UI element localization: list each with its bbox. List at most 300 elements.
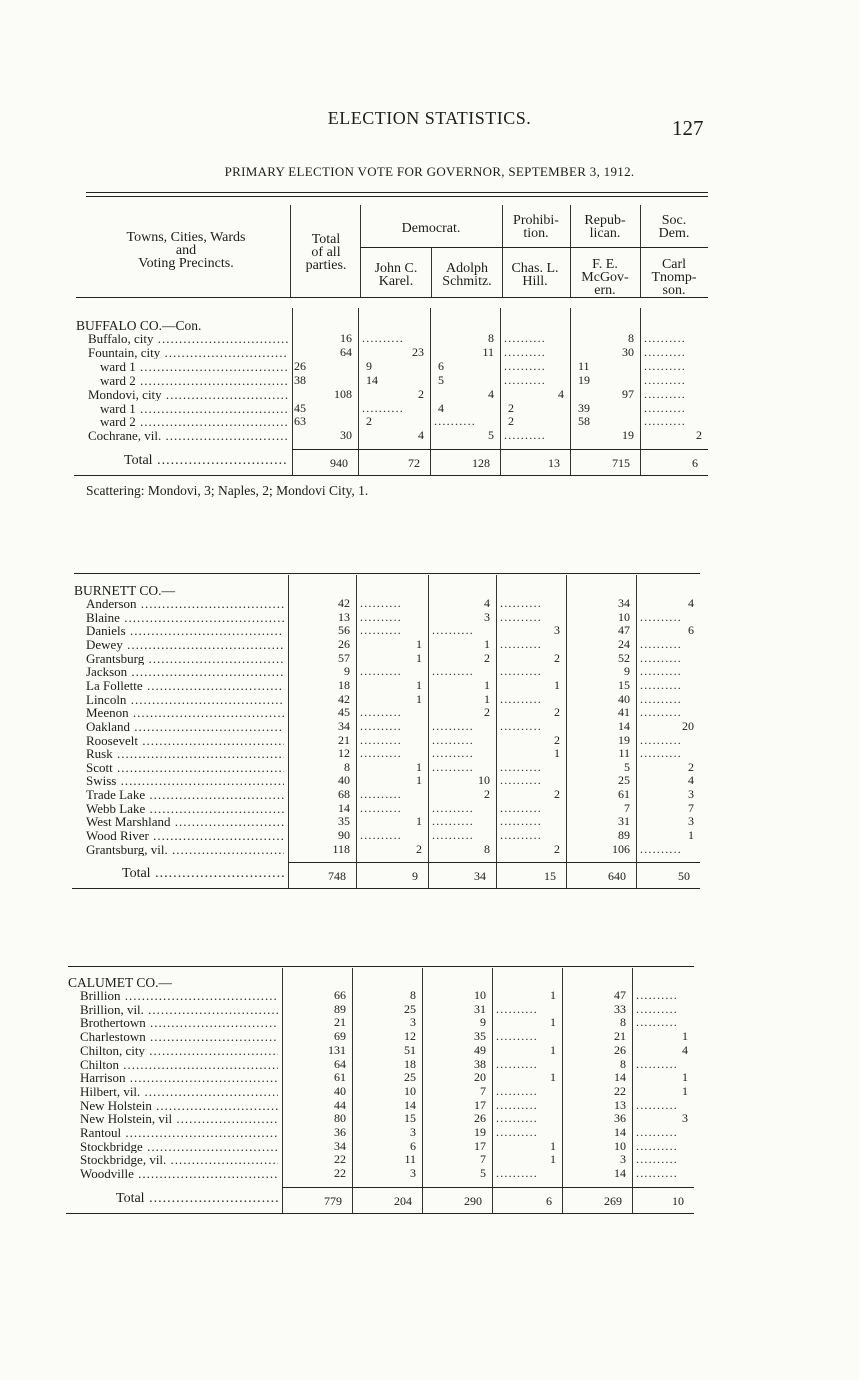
row-name: New Holstein, vil ..... bbox=[80, 1112, 278, 1126]
cell-hill-leader: .......... bbox=[496, 1126, 538, 1139]
section-0-total-thompson: 6 bbox=[692, 456, 698, 471]
cell-hill-leader: .......... bbox=[500, 815, 542, 829]
section-2-total-label: Total ..... bbox=[116, 1191, 278, 1207]
cell-karel: 1 bbox=[416, 759, 422, 774]
cell-hill-leader: .......... bbox=[500, 801, 542, 815]
table-row bbox=[0, 747, 859, 761]
cell-thompson-leader: .......... bbox=[644, 373, 686, 387]
cell-karel-leader: .......... bbox=[360, 788, 402, 802]
cell-mcgovern: 89 bbox=[618, 828, 630, 843]
cell-mcgovern: 19 bbox=[578, 372, 590, 387]
table-row bbox=[0, 788, 859, 802]
cell-thompson-leader: .......... bbox=[640, 665, 682, 679]
cell-thompson-leader: .......... bbox=[644, 332, 686, 345]
cell-hill: 2 bbox=[554, 732, 560, 747]
cell-hill: 2 bbox=[554, 705, 560, 720]
row-name: Brillion ..... bbox=[80, 989, 278, 1003]
row-name: Trade Lake ..... bbox=[86, 788, 284, 802]
cell-hill-leader: .......... bbox=[500, 774, 542, 788]
cell-thompson-leader: .......... bbox=[644, 415, 686, 429]
cell-thompson-leader: .......... bbox=[644, 359, 686, 373]
table-subtitle: PRIMARY ELECTION VOTE FOR GOVERNOR, SEPTEMBER 3, 1912. bbox=[224, 164, 635, 179]
cell-hill-leader: .......... bbox=[500, 665, 542, 679]
cell-schmitz: 19 bbox=[474, 1125, 486, 1139]
cell-thompson: 3 bbox=[688, 787, 694, 802]
header-total-line-1: of all bbox=[311, 245, 341, 260]
cell-hill-leader: .......... bbox=[500, 610, 542, 624]
section-1-total-thompson: 50 bbox=[678, 869, 690, 884]
cell-hill: 2 bbox=[554, 650, 560, 665]
table-row bbox=[0, 1003, 859, 1017]
header-socdem-line-0: Soc. bbox=[661, 213, 687, 228]
table-row bbox=[0, 1030, 859, 1044]
table-row bbox=[0, 1085, 859, 1099]
table-row bbox=[0, 734, 859, 748]
cell-karel: 1 bbox=[416, 636, 422, 651]
cell-mcgovern: 25 bbox=[618, 773, 630, 788]
cell-total: 44 bbox=[334, 1097, 346, 1112]
cell-hill: 1 bbox=[550, 1070, 556, 1085]
cell-karel: 25 bbox=[404, 1001, 416, 1016]
cell-total: 89 bbox=[334, 1001, 346, 1016]
cell-karel: 11 bbox=[404, 1152, 416, 1167]
section-top-rule-2 bbox=[68, 966, 694, 967]
cell-karel-leader: .......... bbox=[360, 597, 402, 610]
cell-schmitz: 1 bbox=[484, 636, 490, 651]
cell-mcgovern: 61 bbox=[618, 787, 630, 802]
cell-karel: 14 bbox=[404, 1097, 416, 1112]
table-row bbox=[0, 638, 859, 652]
row-name: Oakland ..... bbox=[86, 720, 284, 734]
cell-total: 35 bbox=[338, 814, 350, 829]
cell-thompson: 3 bbox=[682, 1111, 688, 1126]
cell-schmitz-leader: .......... bbox=[432, 733, 474, 747]
table-row bbox=[0, 1153, 859, 1167]
cell-mcgovern: 10 bbox=[614, 1138, 626, 1153]
cell-mcgovern: 97 bbox=[622, 386, 634, 401]
row-name: Lincoln ..... bbox=[86, 693, 284, 707]
table-row bbox=[0, 1016, 859, 1030]
cell-total: 38 bbox=[294, 372, 306, 387]
row-name: Meenon ..... bbox=[86, 706, 284, 720]
header-republican-line-0: Repub- bbox=[584, 213, 626, 228]
cell-mcgovern: 8 bbox=[620, 1015, 626, 1030]
header-thompson-line-1: Tnomp- bbox=[651, 270, 697, 285]
cell-total: 16 bbox=[340, 331, 352, 345]
cell-total: 45 bbox=[338, 705, 350, 720]
cell-schmitz: 31 bbox=[474, 1001, 486, 1016]
cell-mcgovern: 14 bbox=[618, 718, 630, 733]
cell-hill-leader: .......... bbox=[500, 692, 542, 706]
cell-hill-leader: .......... bbox=[504, 345, 546, 359]
cell-schmitz: 4 bbox=[438, 400, 444, 415]
cell-total: 108 bbox=[334, 386, 352, 401]
cell-thompson: 1 bbox=[688, 828, 694, 843]
cell-karel: 1 bbox=[416, 677, 422, 692]
cell-mcgovern: 58 bbox=[578, 414, 590, 429]
cell-schmitz: 10 bbox=[478, 773, 490, 788]
cell-karel: 15 bbox=[404, 1111, 416, 1126]
table-row bbox=[0, 720, 859, 734]
cell-mcgovern: 36 bbox=[614, 1111, 626, 1126]
cell-thompson: 6 bbox=[688, 623, 694, 638]
cell-mcgovern: 26 bbox=[614, 1042, 626, 1057]
row-name: ward 1 ..... bbox=[100, 360, 288, 374]
section-0-total-hill: 13 bbox=[548, 456, 560, 471]
cell-mcgovern: 10 bbox=[618, 609, 630, 624]
cell-total: 63 bbox=[294, 414, 306, 429]
cell-mcgovern: 47 bbox=[614, 988, 626, 1002]
section-0-total-schmitz: 128 bbox=[472, 456, 490, 471]
cell-schmitz: 2 bbox=[484, 705, 490, 720]
header-karel-line-0: John C. bbox=[374, 261, 418, 276]
table-row bbox=[0, 346, 859, 360]
row-name: Dewey ..... bbox=[86, 638, 284, 652]
table-row bbox=[0, 429, 859, 443]
cell-total: 36 bbox=[334, 1125, 346, 1139]
cell-schmitz-leader: .......... bbox=[432, 801, 474, 815]
header-divider-dem bbox=[431, 248, 432, 298]
cell-hill: 2 bbox=[508, 414, 514, 429]
cell-mcgovern: 19 bbox=[622, 428, 634, 443]
table-row bbox=[0, 388, 859, 402]
table-row bbox=[0, 652, 859, 666]
header-schmitz-line-1: Schmitz. bbox=[442, 274, 492, 289]
section-1-total-total: 748 bbox=[328, 869, 346, 884]
row-name: Webb Lake ..... bbox=[86, 802, 284, 816]
header-schmitz-line-0: Adolph bbox=[446, 261, 488, 276]
cell-mcgovern: 19 bbox=[618, 732, 630, 747]
cell-karel: 1 bbox=[416, 650, 422, 665]
cell-schmitz: 2 bbox=[484, 650, 490, 665]
cell-total: 18 bbox=[338, 677, 350, 692]
cell-thompson-leader: .......... bbox=[640, 706, 682, 720]
cell-schmitz: 10 bbox=[474, 988, 486, 1002]
cell-mcgovern: 22 bbox=[614, 1083, 626, 1098]
cell-thompson-leader: .......... bbox=[636, 1057, 678, 1071]
cell-thompson: 4 bbox=[682, 1042, 688, 1057]
cell-karel: 23 bbox=[412, 344, 424, 359]
cell-karel: 3 bbox=[410, 1015, 416, 1030]
header-mcgovern-line-2: ern. bbox=[594, 283, 616, 298]
table-row bbox=[0, 761, 859, 775]
table-row bbox=[0, 665, 859, 679]
cell-total: 66 bbox=[334, 988, 346, 1002]
header-prohibition-line-1: tion. bbox=[523, 226, 549, 241]
cell-schmitz-leader: .......... bbox=[432, 747, 474, 761]
cell-mcgovern: 106 bbox=[612, 841, 630, 856]
table-row bbox=[0, 611, 859, 625]
header-bottom-rule bbox=[76, 297, 708, 298]
cell-thompson-leader: .......... bbox=[644, 387, 686, 401]
cell-mcgovern: 40 bbox=[618, 691, 630, 706]
cell-hill-leader: .......... bbox=[504, 332, 546, 345]
cell-karel: 2 bbox=[418, 386, 424, 401]
section-title-0: BUFFALO CO.—Con. bbox=[76, 318, 202, 333]
cell-mcgovern: 33 bbox=[614, 1001, 626, 1016]
section-1-bottom-rule bbox=[72, 888, 700, 889]
header-thompson-line-2: son. bbox=[662, 283, 686, 298]
cell-karel-leader: .......... bbox=[360, 801, 402, 815]
cell-total: 26 bbox=[338, 636, 350, 651]
cell-thompson-leader: .......... bbox=[640, 637, 682, 651]
cell-hill-leader: .......... bbox=[500, 637, 542, 651]
cell-total: 68 bbox=[338, 787, 350, 802]
cell-thompson-leader: .......... bbox=[640, 678, 682, 692]
table-row bbox=[0, 402, 859, 416]
cell-thompson-leader: .......... bbox=[636, 1002, 678, 1016]
cell-karel: 1 bbox=[416, 691, 422, 706]
cell-mcgovern: 31 bbox=[618, 814, 630, 829]
section-0-total-label: Total ..... bbox=[124, 453, 288, 469]
cell-hill-leader: .......... bbox=[496, 1030, 538, 1044]
cell-mcgovern: 30 bbox=[622, 344, 634, 359]
cell-total: 64 bbox=[334, 1056, 346, 1071]
cell-thompson: 2 bbox=[688, 759, 694, 774]
cell-karel: 12 bbox=[404, 1029, 416, 1044]
section-0-bottom-rule bbox=[74, 475, 708, 476]
cell-karel: 18 bbox=[404, 1056, 416, 1071]
row-name: Harrison ..... bbox=[80, 1071, 278, 1085]
row-name: Rantoul ..... bbox=[80, 1126, 278, 1140]
page-number: 127 bbox=[672, 116, 704, 140]
row-name: Hilbert, vil. ..... bbox=[80, 1085, 278, 1099]
cell-mcgovern: 34 bbox=[618, 596, 630, 610]
cell-karel-leader: .......... bbox=[360, 747, 402, 761]
cell-karel: 1 bbox=[416, 773, 422, 788]
cell-mcgovern: 24 bbox=[618, 636, 630, 651]
cell-karel: 2 bbox=[416, 841, 422, 856]
row-name: Grantsburg ..... bbox=[86, 652, 284, 666]
section-1-total-mcgovern: 640 bbox=[608, 869, 626, 884]
cell-hill: 2 bbox=[554, 841, 560, 856]
row-name: Swiss ..... bbox=[86, 774, 284, 788]
row-name: New Holstein ..... bbox=[80, 1099, 278, 1113]
table-row bbox=[0, 332, 859, 346]
section-2-total-mcgovern: 269 bbox=[604, 1193, 622, 1208]
section-2-total-karel: 204 bbox=[394, 1193, 412, 1208]
cell-karel: 10 bbox=[404, 1083, 416, 1098]
cell-schmitz-leader: .......... bbox=[432, 829, 474, 843]
row-name: ward 2 ..... bbox=[100, 415, 288, 429]
section-top-rule-1 bbox=[74, 573, 700, 574]
cell-thompson: 1 bbox=[682, 1083, 688, 1098]
cell-total: 90 bbox=[338, 828, 350, 843]
section-1-total-karel: 9 bbox=[412, 869, 418, 884]
cell-thompson-leader: .......... bbox=[644, 345, 686, 359]
cell-karel: 14 bbox=[366, 372, 378, 387]
cell-mcgovern: 8 bbox=[620, 1056, 626, 1071]
cell-hill: 1 bbox=[550, 1042, 556, 1057]
cell-karel-leader: .......... bbox=[360, 829, 402, 843]
cell-hill: 2 bbox=[554, 787, 560, 802]
cell-hill: 4 bbox=[558, 386, 564, 401]
cell-karel-leader: .......... bbox=[360, 665, 402, 679]
section-0-total-mcgovern: 715 bbox=[612, 456, 630, 471]
section-1-total-schmitz: 34 bbox=[474, 869, 486, 884]
cell-hill-leader: .......... bbox=[504, 429, 546, 443]
cell-mcgovern: 52 bbox=[618, 650, 630, 665]
row-name: Daniels ..... bbox=[86, 624, 284, 638]
cell-total: 56 bbox=[338, 623, 350, 638]
cell-hill-leader: .......... bbox=[496, 1002, 538, 1016]
cell-schmitz-leader: .......... bbox=[432, 760, 474, 774]
cell-schmitz: 17 bbox=[474, 1138, 486, 1153]
cell-total: 131 bbox=[328, 1042, 346, 1057]
section-1-total-hill: 15 bbox=[544, 869, 556, 884]
cell-hill: 1 bbox=[554, 677, 560, 692]
cell-hill-leader: .......... bbox=[500, 760, 542, 774]
row-name: Brillion, vil. ..... bbox=[80, 1003, 278, 1017]
cell-hill-leader: .......... bbox=[496, 1167, 538, 1181]
cell-total: 30 bbox=[340, 428, 352, 443]
cell-schmitz: 8 bbox=[488, 331, 494, 345]
cell-total: 80 bbox=[334, 1111, 346, 1126]
section-1-total-rule bbox=[288, 862, 700, 863]
cell-karel: 9 bbox=[366, 358, 372, 373]
header-mcgovern-line-1: McGov- bbox=[581, 270, 629, 285]
header-divider-0 bbox=[290, 205, 291, 298]
cell-total: 12 bbox=[338, 746, 350, 761]
row-name: Woodville ..... bbox=[80, 1167, 278, 1181]
cell-thompson-leader: .......... bbox=[640, 842, 682, 856]
table-row bbox=[0, 1126, 859, 1140]
cell-mcgovern: 7 bbox=[624, 800, 630, 815]
header-karel-line-1: Karel. bbox=[378, 274, 414, 289]
row-name: La Follette ..... bbox=[86, 679, 284, 693]
header-socdem-line-1: Dem. bbox=[658, 226, 690, 241]
section-2-total-hill: 6 bbox=[546, 1193, 552, 1208]
cell-thompson-leader: .......... bbox=[636, 1153, 678, 1167]
cell-mcgovern: 14 bbox=[614, 1070, 626, 1085]
cell-schmitz: 20 bbox=[474, 1070, 486, 1085]
cell-schmitz: 8 bbox=[484, 841, 490, 856]
header-mcgovern-line-0: F. E. bbox=[592, 257, 618, 272]
header-towns-line-2: Voting Precincts. bbox=[138, 256, 234, 271]
row-name: ward 2 ..... bbox=[100, 374, 288, 388]
cell-total: 22 bbox=[334, 1166, 346, 1181]
cell-total: 9 bbox=[344, 664, 350, 679]
cell-mcgovern: 14 bbox=[614, 1125, 626, 1139]
table-row bbox=[0, 597, 859, 611]
section-title-1: BURNETT CO.— bbox=[74, 583, 176, 598]
cell-hill: 2 bbox=[508, 400, 514, 415]
cell-schmitz: 26 bbox=[474, 1111, 486, 1126]
cell-hill-leader: .......... bbox=[504, 373, 546, 387]
row-name: Buffalo, city ..... bbox=[88, 332, 288, 346]
section-0-total-total: 940 bbox=[330, 456, 348, 471]
row-name: Stockbridge ..... bbox=[80, 1140, 278, 1154]
row-name: Cochrane, vil. ..... bbox=[88, 429, 288, 443]
cell-total: 69 bbox=[334, 1029, 346, 1044]
table-row bbox=[0, 693, 859, 707]
cell-schmitz: 9 bbox=[480, 1015, 486, 1030]
cell-karel: 3 bbox=[410, 1125, 416, 1139]
table-row bbox=[0, 774, 859, 788]
table-row bbox=[0, 415, 859, 429]
header-prohibition-line-0: Prohibi- bbox=[513, 213, 559, 228]
section-title-2: CALUMET CO.— bbox=[68, 975, 173, 990]
cell-total: 22 bbox=[334, 1152, 346, 1167]
cell-hill: 1 bbox=[550, 1152, 556, 1167]
table-row bbox=[0, 706, 859, 720]
cell-karel-leader: .......... bbox=[360, 733, 402, 747]
cell-schmitz: 5 bbox=[480, 1166, 486, 1181]
cell-mcgovern: 14 bbox=[614, 1166, 626, 1181]
cell-karel-leader: .......... bbox=[360, 624, 402, 638]
cell-schmitz: 4 bbox=[488, 386, 494, 401]
cell-karel: 3 bbox=[410, 1166, 416, 1181]
cell-total: 42 bbox=[338, 596, 350, 610]
row-name: Jackson ..... bbox=[86, 665, 284, 679]
row-name: Chilton, city ..... bbox=[80, 1044, 278, 1058]
cell-total: 34 bbox=[338, 718, 350, 733]
table-row bbox=[0, 829, 859, 843]
cell-schmitz: 49 bbox=[474, 1042, 486, 1057]
cell-thompson-leader: .......... bbox=[644, 401, 686, 415]
section-0-total-rule bbox=[292, 449, 708, 450]
header-total-line-0: Total bbox=[311, 232, 341, 247]
cell-thompson-leader: .......... bbox=[636, 1139, 678, 1153]
cell-schmitz: 4 bbox=[484, 596, 490, 610]
header-total-line-2: parties. bbox=[305, 258, 347, 273]
cell-schmitz: 11 bbox=[482, 344, 494, 359]
cell-mcgovern: 41 bbox=[618, 705, 630, 720]
row-name: Charlestown ..... bbox=[80, 1030, 278, 1044]
cell-total: 57 bbox=[338, 650, 350, 665]
table-row bbox=[0, 1099, 859, 1113]
table-row bbox=[0, 843, 859, 857]
cell-hill: 1 bbox=[550, 1138, 556, 1153]
cell-mcgovern: 21 bbox=[614, 1029, 626, 1044]
scattering-note: Scattering: Mondovi, 3; Naples, 2; Mondovi City, 1. bbox=[86, 483, 369, 499]
cell-schmitz: 7 bbox=[480, 1083, 486, 1098]
cell-schmitz: 38 bbox=[474, 1056, 486, 1071]
cell-total: 64 bbox=[340, 344, 352, 359]
cell-mcgovern: 11 bbox=[618, 746, 630, 761]
cell-karel: 6 bbox=[410, 1138, 416, 1153]
cell-thompson-leader: .......... bbox=[636, 989, 678, 1002]
row-name: Brothertown ..... bbox=[80, 1016, 278, 1030]
header-hill-line-0: Chas. L. bbox=[511, 261, 559, 276]
cell-schmitz-leader: .......... bbox=[432, 624, 474, 638]
section-2-total-thompson: 10 bbox=[672, 1193, 684, 1208]
cell-thompson: 3 bbox=[688, 814, 694, 829]
cell-thompson: 2 bbox=[696, 428, 702, 443]
table-row bbox=[0, 989, 859, 1003]
cell-karel-leader: .......... bbox=[360, 706, 402, 720]
running-head: ELECTION STATISTICS. bbox=[327, 108, 532, 128]
cell-karel-leader: .......... bbox=[360, 719, 402, 733]
cell-thompson-leader: .......... bbox=[640, 692, 682, 706]
cell-schmitz: 2 bbox=[484, 787, 490, 802]
cell-total: 21 bbox=[338, 732, 350, 747]
cell-thompson: 4 bbox=[688, 773, 694, 788]
cell-mcgovern: 11 bbox=[578, 358, 590, 373]
header-towns-line-1: and bbox=[175, 243, 197, 258]
cell-mcgovern: 13 bbox=[614, 1097, 626, 1112]
cell-total: 61 bbox=[334, 1070, 346, 1085]
row-name: Fountain, city ..... bbox=[88, 346, 288, 360]
row-name: Wood River ..... bbox=[86, 829, 284, 843]
section-2-total-schmitz: 290 bbox=[464, 1193, 482, 1208]
table-row bbox=[0, 360, 859, 374]
cell-mcgovern: 5 bbox=[624, 759, 630, 774]
cell-thompson-leader: .......... bbox=[636, 1126, 678, 1139]
cell-mcgovern: 9 bbox=[624, 664, 630, 679]
cell-schmitz: 17 bbox=[474, 1097, 486, 1112]
cell-karel-leader: .......... bbox=[362, 332, 404, 345]
